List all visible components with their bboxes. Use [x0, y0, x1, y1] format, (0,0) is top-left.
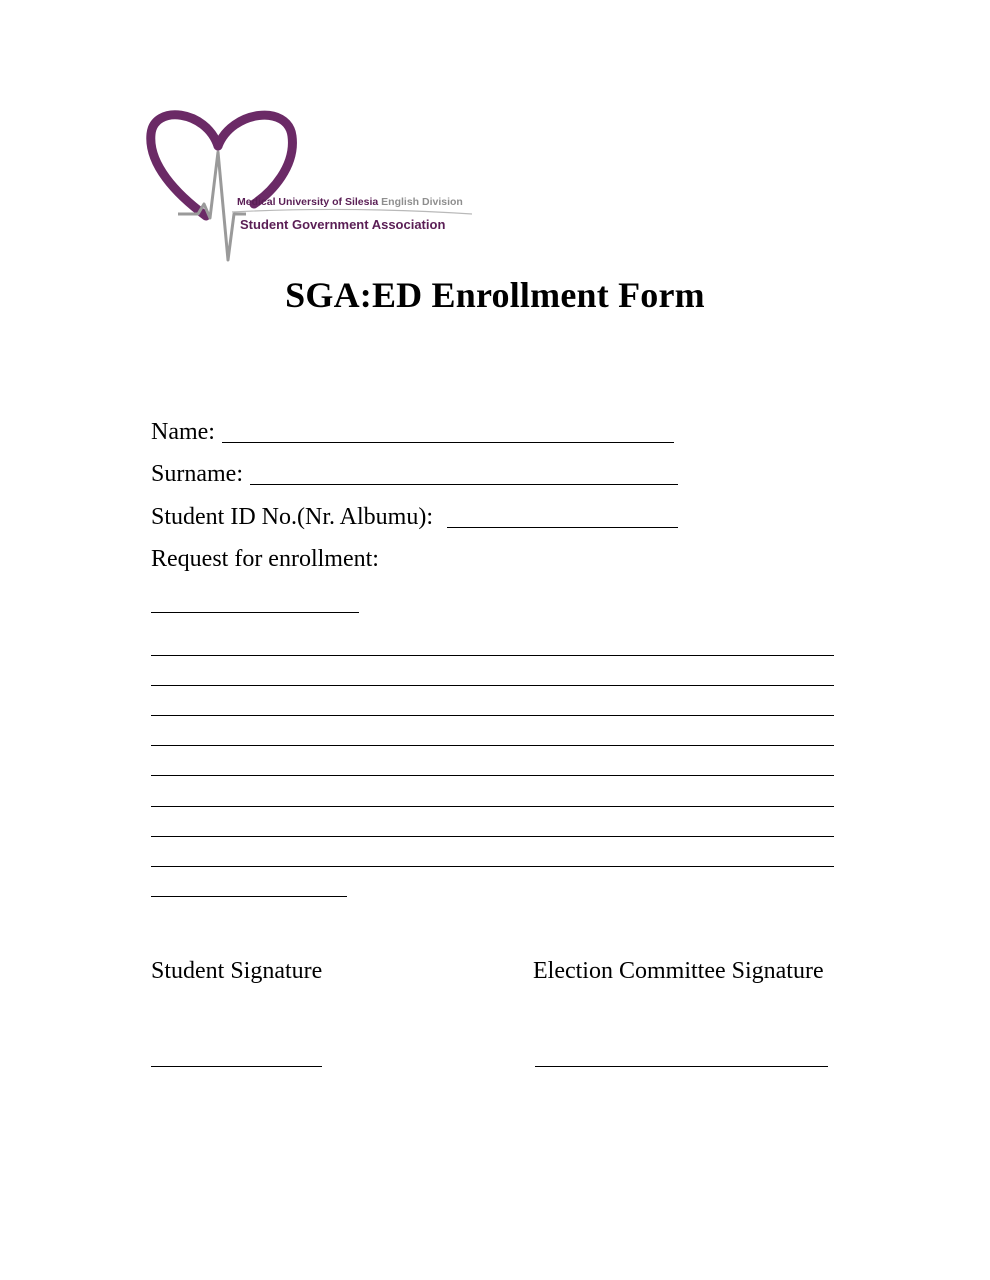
- student-id-label: Student ID No.(Nr. Albumu):: [151, 504, 433, 530]
- logo-university-text: [237, 196, 463, 208]
- request-line-9[interactable]: [151, 866, 834, 867]
- logo-association-name: Student Government Association: [240, 217, 446, 232]
- student-id-field-line[interactable]: [447, 527, 678, 528]
- logo: [146, 104, 486, 266]
- name-label: Name:: [151, 419, 215, 445]
- heart-pulse-logo-graphic: [146, 104, 486, 266]
- name-field-line[interactable]: [222, 442, 674, 443]
- request-line-6[interactable]: [151, 775, 834, 776]
- request-line-7[interactable]: [151, 806, 834, 807]
- committee-signature-line[interactable]: [535, 1066, 828, 1067]
- surname-label: Surname:: [151, 461, 243, 487]
- request-line-3[interactable]: [151, 685, 834, 686]
- request-line-10[interactable]: [151, 896, 347, 897]
- request-line-1[interactable]: [151, 612, 359, 613]
- request-label: Request for enrollment:: [151, 546, 379, 572]
- surname-field-line[interactable]: [250, 484, 678, 485]
- request-line-2[interactable]: [151, 655, 834, 656]
- student-signature-line[interactable]: [151, 1066, 322, 1067]
- student-signature-label: Student Signature: [151, 958, 323, 984]
- logo-university-name: Medical University of Silesia: [237, 196, 379, 208]
- request-line-8[interactable]: [151, 836, 834, 837]
- logo-division-name: English Division: [381, 196, 463, 208]
- page-title: SGA:ED Enrollment Form: [285, 275, 705, 315]
- request-line-4[interactable]: [151, 715, 834, 716]
- request-line-5[interactable]: [151, 745, 834, 746]
- committee-signature-label: Election Committee Signature: [533, 958, 824, 984]
